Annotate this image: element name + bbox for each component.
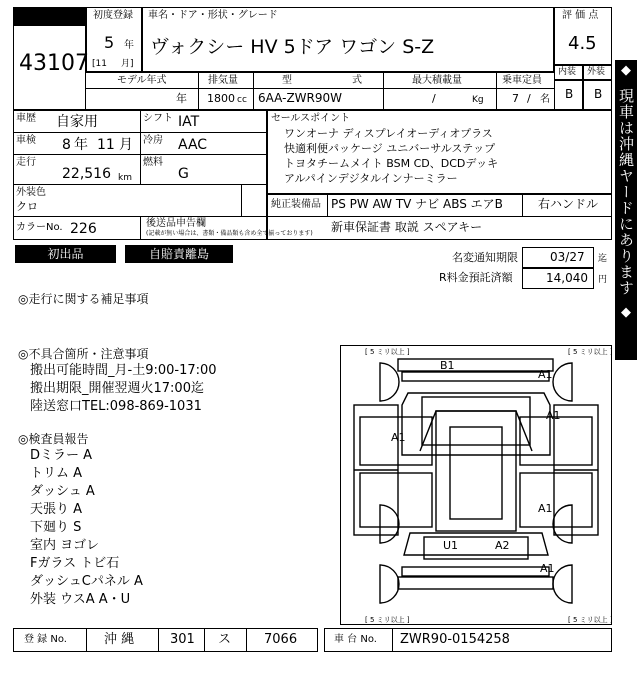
inspector-line: Fガラス トビ石 (30, 556, 120, 571)
inspection-label: 車検 (16, 135, 36, 146)
recycle-value: 14,040 (546, 271, 588, 285)
fuel-value: G (178, 166, 189, 182)
car-name-label: 車名・ドア・形状・グレード (148, 10, 278, 21)
mileage-value: 22,516 (62, 166, 111, 182)
tire-depth-rear-left: [ 5 ミリ以上 ] (365, 616, 410, 624)
color-no-sep (140, 216, 141, 240)
specs-col-sep (140, 110, 141, 184)
lot-label: 出 品 No. (24, 10, 67, 21)
exterior-label: 外装 (587, 67, 606, 77)
color-value: クロ (16, 200, 38, 213)
tire-depth-front-left: [ 5 ミリ以上 ] (365, 348, 410, 356)
displacement-unit: cc (237, 95, 247, 105)
first-reg-label: 初度登録 (93, 10, 133, 21)
inspector-line: 室内 ヨゴレ (30, 538, 100, 553)
first-reg-month-unit: 月] (121, 59, 134, 69)
rear-bumper-shape (398, 577, 553, 589)
equipment-value: PS PW AW TV ナビ ABS エアB (331, 197, 503, 211)
interior-label: 内装 (558, 67, 577, 77)
rear-shape (404, 533, 548, 555)
sales-point-line: 快適利便パッケージ ユニバーサルステップ (284, 142, 496, 155)
displacement-value: 1800 (207, 92, 235, 105)
inspector-line: トリム A (30, 466, 83, 481)
name-change-unit: 迄 (598, 254, 608, 264)
reg-region: 沖 縄 (104, 632, 135, 647)
lot-number: 43107 (19, 51, 89, 76)
tire-depth-front-right: [ 5 ミリ以上 ] (568, 348, 613, 356)
handle-sep (522, 194, 523, 216)
model-value: 6AA-ZWR90W (258, 91, 343, 105)
model-sep-4 (496, 72, 497, 110)
ac-label: 冷房 (143, 135, 163, 146)
front-bumper-shape (398, 359, 553, 371)
inspector-title: ◎検査員報告 (18, 432, 89, 446)
reg-kana: ス (218, 632, 232, 647)
mileage-unit: km (118, 173, 132, 183)
damage-mark-front-bumper: A1 (538, 368, 553, 381)
model-row-mid (86, 88, 554, 89)
roof-shape (436, 411, 516, 531)
model-sep-3 (383, 72, 384, 110)
chassis-label: 車 台 No. (334, 634, 377, 645)
first-reg-year: 5 (104, 33, 115, 52)
inspector-line: 外装 ウスA A・U (30, 592, 131, 607)
max-load-unit: Kg (472, 95, 484, 105)
inspection-year: 8 (62, 137, 71, 153)
model-sep-2 (253, 72, 254, 110)
history-value: 自家用 (56, 114, 98, 130)
exterior-value: B (594, 87, 603, 101)
score-label: 評 価 点 (562, 10, 599, 21)
name-change-value: 03/27 (550, 250, 585, 264)
reg-sep-1 (86, 628, 87, 652)
chassis-sep (392, 628, 393, 652)
score-value: 4.5 (568, 33, 597, 54)
damage-mark-right-front-door: A1 (546, 409, 561, 422)
damage-mark-rear-bumper: A1 (540, 562, 555, 575)
shift-label: シフト (143, 113, 173, 124)
damage-mark-right-rear: A1 (538, 502, 553, 515)
yard-location-banner (615, 60, 637, 360)
banner-diamond-bottom: ◆ (621, 305, 631, 320)
postreg-note: (記載が無い場合は、書類・備品類も含め全て揃っております) (146, 230, 313, 237)
first-reg-month: [11 (92, 59, 107, 69)
inspection-month: 11 (97, 137, 115, 153)
front-grille-shape (402, 372, 549, 381)
specs-row-3 (13, 184, 267, 185)
reg-sep-3 (204, 628, 205, 652)
color-col-sep (241, 184, 242, 216)
chassis-value: ZWR90-0154258 (400, 632, 510, 647)
damage-mark-left-door: A1 (391, 431, 406, 444)
handle-value: 右ハンドル (538, 197, 599, 211)
capacity-unit2: 名 (540, 94, 550, 105)
sales-points-title: セールスポイント (271, 113, 351, 124)
problems-title: ◎不具合箇所・注意事項 (18, 347, 149, 361)
car-name: ヴォクシー HV 5ドア ワゴン S-Z (150, 36, 435, 58)
color-label: 外装色 (16, 187, 46, 198)
inspector-line: Dミラー A (30, 448, 93, 463)
model-row-top (86, 72, 554, 73)
sales-point-line: アルパインデジタルインナーミラー (284, 172, 458, 185)
insurance-badge: 自賠責離島 (125, 245, 233, 263)
equipment-sep (327, 194, 328, 216)
equipment-label: 純正装備品 (271, 199, 321, 210)
car-outline-diagram (340, 345, 612, 625)
equipment-extras: 新車保証書 取説 スペアキー (331, 220, 483, 234)
inspector-line: ダッシュCパネル A (30, 574, 143, 589)
postreg-label: 後送品申告欄 (146, 218, 206, 229)
interior-value: B (565, 87, 574, 101)
fuel-label: 燃料 (143, 157, 163, 168)
damage-mark-rear-left: U1 (443, 539, 459, 552)
hood-shape (402, 393, 550, 455)
ac-value: AAC (178, 137, 208, 153)
reg-sep-2 (158, 628, 159, 652)
max-load-value: / (432, 92, 436, 105)
displacement-label: 排気量 (208, 75, 238, 86)
reg-label: 登 録 No. (24, 634, 67, 645)
problems-line: 搬出期限_開催翌週火17:00迄 (30, 381, 204, 396)
reg-class: 301 (170, 632, 195, 647)
model-sep-1 (198, 72, 199, 110)
sales-point-line: トヨタチームメイト BSM CD、DCDデッキ (284, 157, 499, 170)
damage-mark-windshield: B1 (440, 359, 455, 372)
banner-diamond-top: ◆ (621, 63, 631, 78)
tire-depth-rear-right: [ 5 ミリ以上 ] (568, 616, 613, 624)
reg-number: 7066 (264, 632, 298, 647)
capacity-label: 乗車定員 (502, 75, 542, 86)
model-year-unit: 年 (176, 92, 187, 105)
inspection-month-unit: 月 (119, 137, 133, 153)
reg-sep-4 (246, 628, 247, 652)
recycle-label: R料金預託済額 (439, 271, 513, 284)
driving-notes-title: ◎走行に関する補足事項 (18, 292, 149, 306)
inspector-line: ダッシュ A (30, 484, 95, 499)
model-label2: 式 (352, 75, 362, 86)
inspector-line: 下廻り S (30, 520, 82, 535)
inspector-line: 天張り A (30, 502, 83, 517)
history-label: 車歴 (16, 113, 36, 124)
capacity-unit: / (527, 92, 531, 105)
shift-value: IAT (178, 114, 200, 130)
first-listing-badge: 初出品 (15, 245, 116, 263)
color-no-value: 226 (70, 221, 97, 237)
equipment-mid (267, 216, 612, 217)
max-load-label: 最大積載量 (412, 75, 462, 86)
model-label: 型 (282, 75, 292, 86)
problems-line: 陸送窓口TEL:098-869-1031 (30, 399, 202, 414)
damage-mark-rear-right: A2 (495, 539, 510, 552)
model-year-label: モデル年式 (117, 75, 167, 86)
sales-point-line: ワンオーナ ディスプレイオーディオプラス (284, 127, 493, 140)
name-change-label: 名変通知期限 (452, 251, 518, 264)
banner-text: 現車は沖縄ヤードにあります (617, 88, 635, 296)
recycle-unit: 円 (598, 275, 608, 285)
capacity-value: 7 (512, 92, 519, 105)
problems-line: 搬出可能時間_月-土9:00-17:00 (30, 363, 217, 378)
mileage-label: 走行 (16, 157, 36, 168)
inspection-year-unit: 年 (74, 137, 88, 153)
color-no-label: カラーNo. (16, 222, 63, 233)
first-reg-year-unit: 年 (124, 40, 134, 51)
